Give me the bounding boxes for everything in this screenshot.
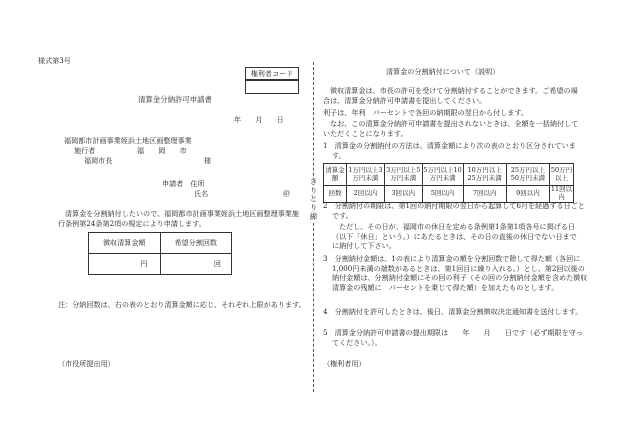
- item-2-proviso: ただし、その日が、福岡市の休日を定める条例第1条第1項各号に掲げる日（以下「休日」という。）にあたるときは、その日の直後の休日でない日までに納付して下さい。: [332, 222, 577, 251]
- right-footer: （権利者用）: [323, 359, 366, 368]
- count-cell: 2回以内: [347, 186, 385, 203]
- amount-row-header: 清算金額: [324, 164, 347, 186]
- amount-cell: 50万円以上: [550, 164, 574, 186]
- count-cell: 9回以内: [506, 186, 549, 203]
- item-3: 3 分割納付金額は、1の表により清算金の額を分割回数で除して得た額（各回に1,000円未満の端数があるときは、第1回目に繰り入れる。）とし、第2回以後の納付金額は、分割納付金額にその回の利子（その回の分割納付金額を含めた徴収清算金の残額に パーセントを乗じて得た額）を加えたものとします。: [323, 254, 588, 292]
- implementer-name: 福 岡 市: [137, 146, 187, 155]
- cut-mark: き り と り 線: [309, 177, 318, 221]
- rights-code-field[interactable]: [245, 80, 299, 94]
- project-name: 福岡都市計画事業姪浜土地区画整理事業: [64, 136, 192, 145]
- yen-unit: 円: [140, 259, 148, 269]
- applicant-address-label: 申請者 住所: [162, 179, 205, 188]
- col1-header: 徴収清算金額: [89, 233, 161, 254]
- intro-paragraph-3: なお、この清算金分納許可申請書を提出されないときは、全額を一括納付していただくことになります。: [323, 119, 579, 138]
- intro-paragraph-2: 利子は、年利 パーセントで各回の納期限の翌日から付します。: [323, 108, 529, 117]
- amount-cell: 10万円以上25万円未満: [463, 164, 506, 186]
- count-row-header: 回数: [324, 186, 347, 203]
- rights-code-label: 権利者コード: [245, 67, 299, 80]
- honorific: 様: [204, 156, 212, 165]
- item-5: 5 清算金分納許可申請書の提出期限は 年 月 日です（必ず期限を守ってください。）。: [323, 328, 583, 347]
- application-body-text: 清算金を分割納付したいので、福岡都市計画事業姪浜土地区画整理事業施行条例第24条第2項の規定により申請します。: [58, 209, 299, 228]
- explanation-title: 清算金の分割納付について（説明）: [386, 67, 500, 76]
- application-table: [88, 232, 232, 275]
- count-cell: 7回以内: [463, 186, 506, 203]
- amount-cell: 25万円以上50万円未満: [506, 164, 549, 186]
- amount-cell: 3万円以上5万円未満: [384, 164, 422, 186]
- seal-mark: ㊞: [283, 189, 291, 198]
- note-text: 注：分納回数は、右の表のとおり清算金額に応じ、それぞれ上限があります。: [58, 300, 306, 309]
- cut-line: [313, 62, 314, 392]
- count-cell: 5回以内: [422, 186, 463, 203]
- item-2: 2 分割納付の期限は、第1回の納付期限の翌日から起算して6月を経過する日ごとです。: [323, 201, 585, 220]
- form-title: 清算金分納許可申請書: [138, 95, 212, 104]
- count-cell: 11回以内: [550, 185, 573, 201]
- amount-cell: 1万円以上3万円未満: [347, 164, 385, 186]
- intro-paragraph-1: 徴収清算金は、市長の許可を受けて分割納付することができます。ご希望の場合は、清算金分納許可申請書を提出してください。: [323, 86, 578, 105]
- item-4: 4 分割納付を許可したときは、後日、清算金分割徴収決定通知書を送付します。: [323, 307, 583, 316]
- applicant-name-label: 氏名: [194, 189, 209, 198]
- left-footer: （市役所提出用）: [58, 359, 115, 368]
- date-line[interactable]: 年 月 日: [234, 115, 284, 124]
- item-1: 1 清算金の分割納付の方法は、清算金額により次の表のとおり区分されています。: [323, 141, 576, 160]
- times-unit: 回: [213, 259, 221, 269]
- count-cell: 3回以内: [384, 186, 422, 203]
- col2-header: 希望分割回数: [160, 233, 231, 254]
- installment-table: [323, 163, 574, 203]
- implementer-label: 施行者: [74, 146, 96, 155]
- mayor-label: 福岡市長: [84, 156, 113, 165]
- amount-cell: 5万円以上10万円未満: [422, 164, 463, 186]
- form-number: 様式第3号: [38, 56, 71, 65]
- installments-cell[interactable]: [160, 254, 231, 275]
- amount-cell[interactable]: [89, 254, 161, 275]
